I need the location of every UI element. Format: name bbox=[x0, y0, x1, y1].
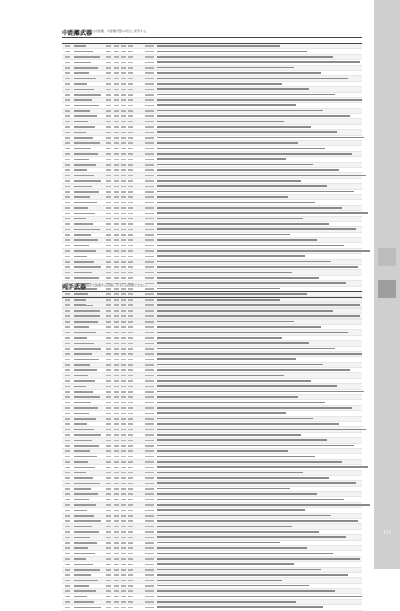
side-index-tab-active bbox=[378, 280, 396, 298]
table-header bbox=[62, 291, 362, 298]
section-note: 両手で装備する武器。片手には装備できない。 bbox=[86, 283, 150, 287]
side-index-tab bbox=[378, 248, 396, 266]
section-title: 両手武器 bbox=[62, 284, 87, 291]
section-note: 射程は中距離、中距離攻撃の判定に使用する。 bbox=[86, 29, 150, 33]
table-header bbox=[62, 37, 362, 44]
weapon-table bbox=[62, 37, 362, 319]
page-number: 173 bbox=[383, 530, 391, 535]
weapon-table bbox=[62, 291, 362, 611]
section-title: 中距離武器 bbox=[62, 30, 93, 37]
table-row bbox=[62, 605, 362, 610]
